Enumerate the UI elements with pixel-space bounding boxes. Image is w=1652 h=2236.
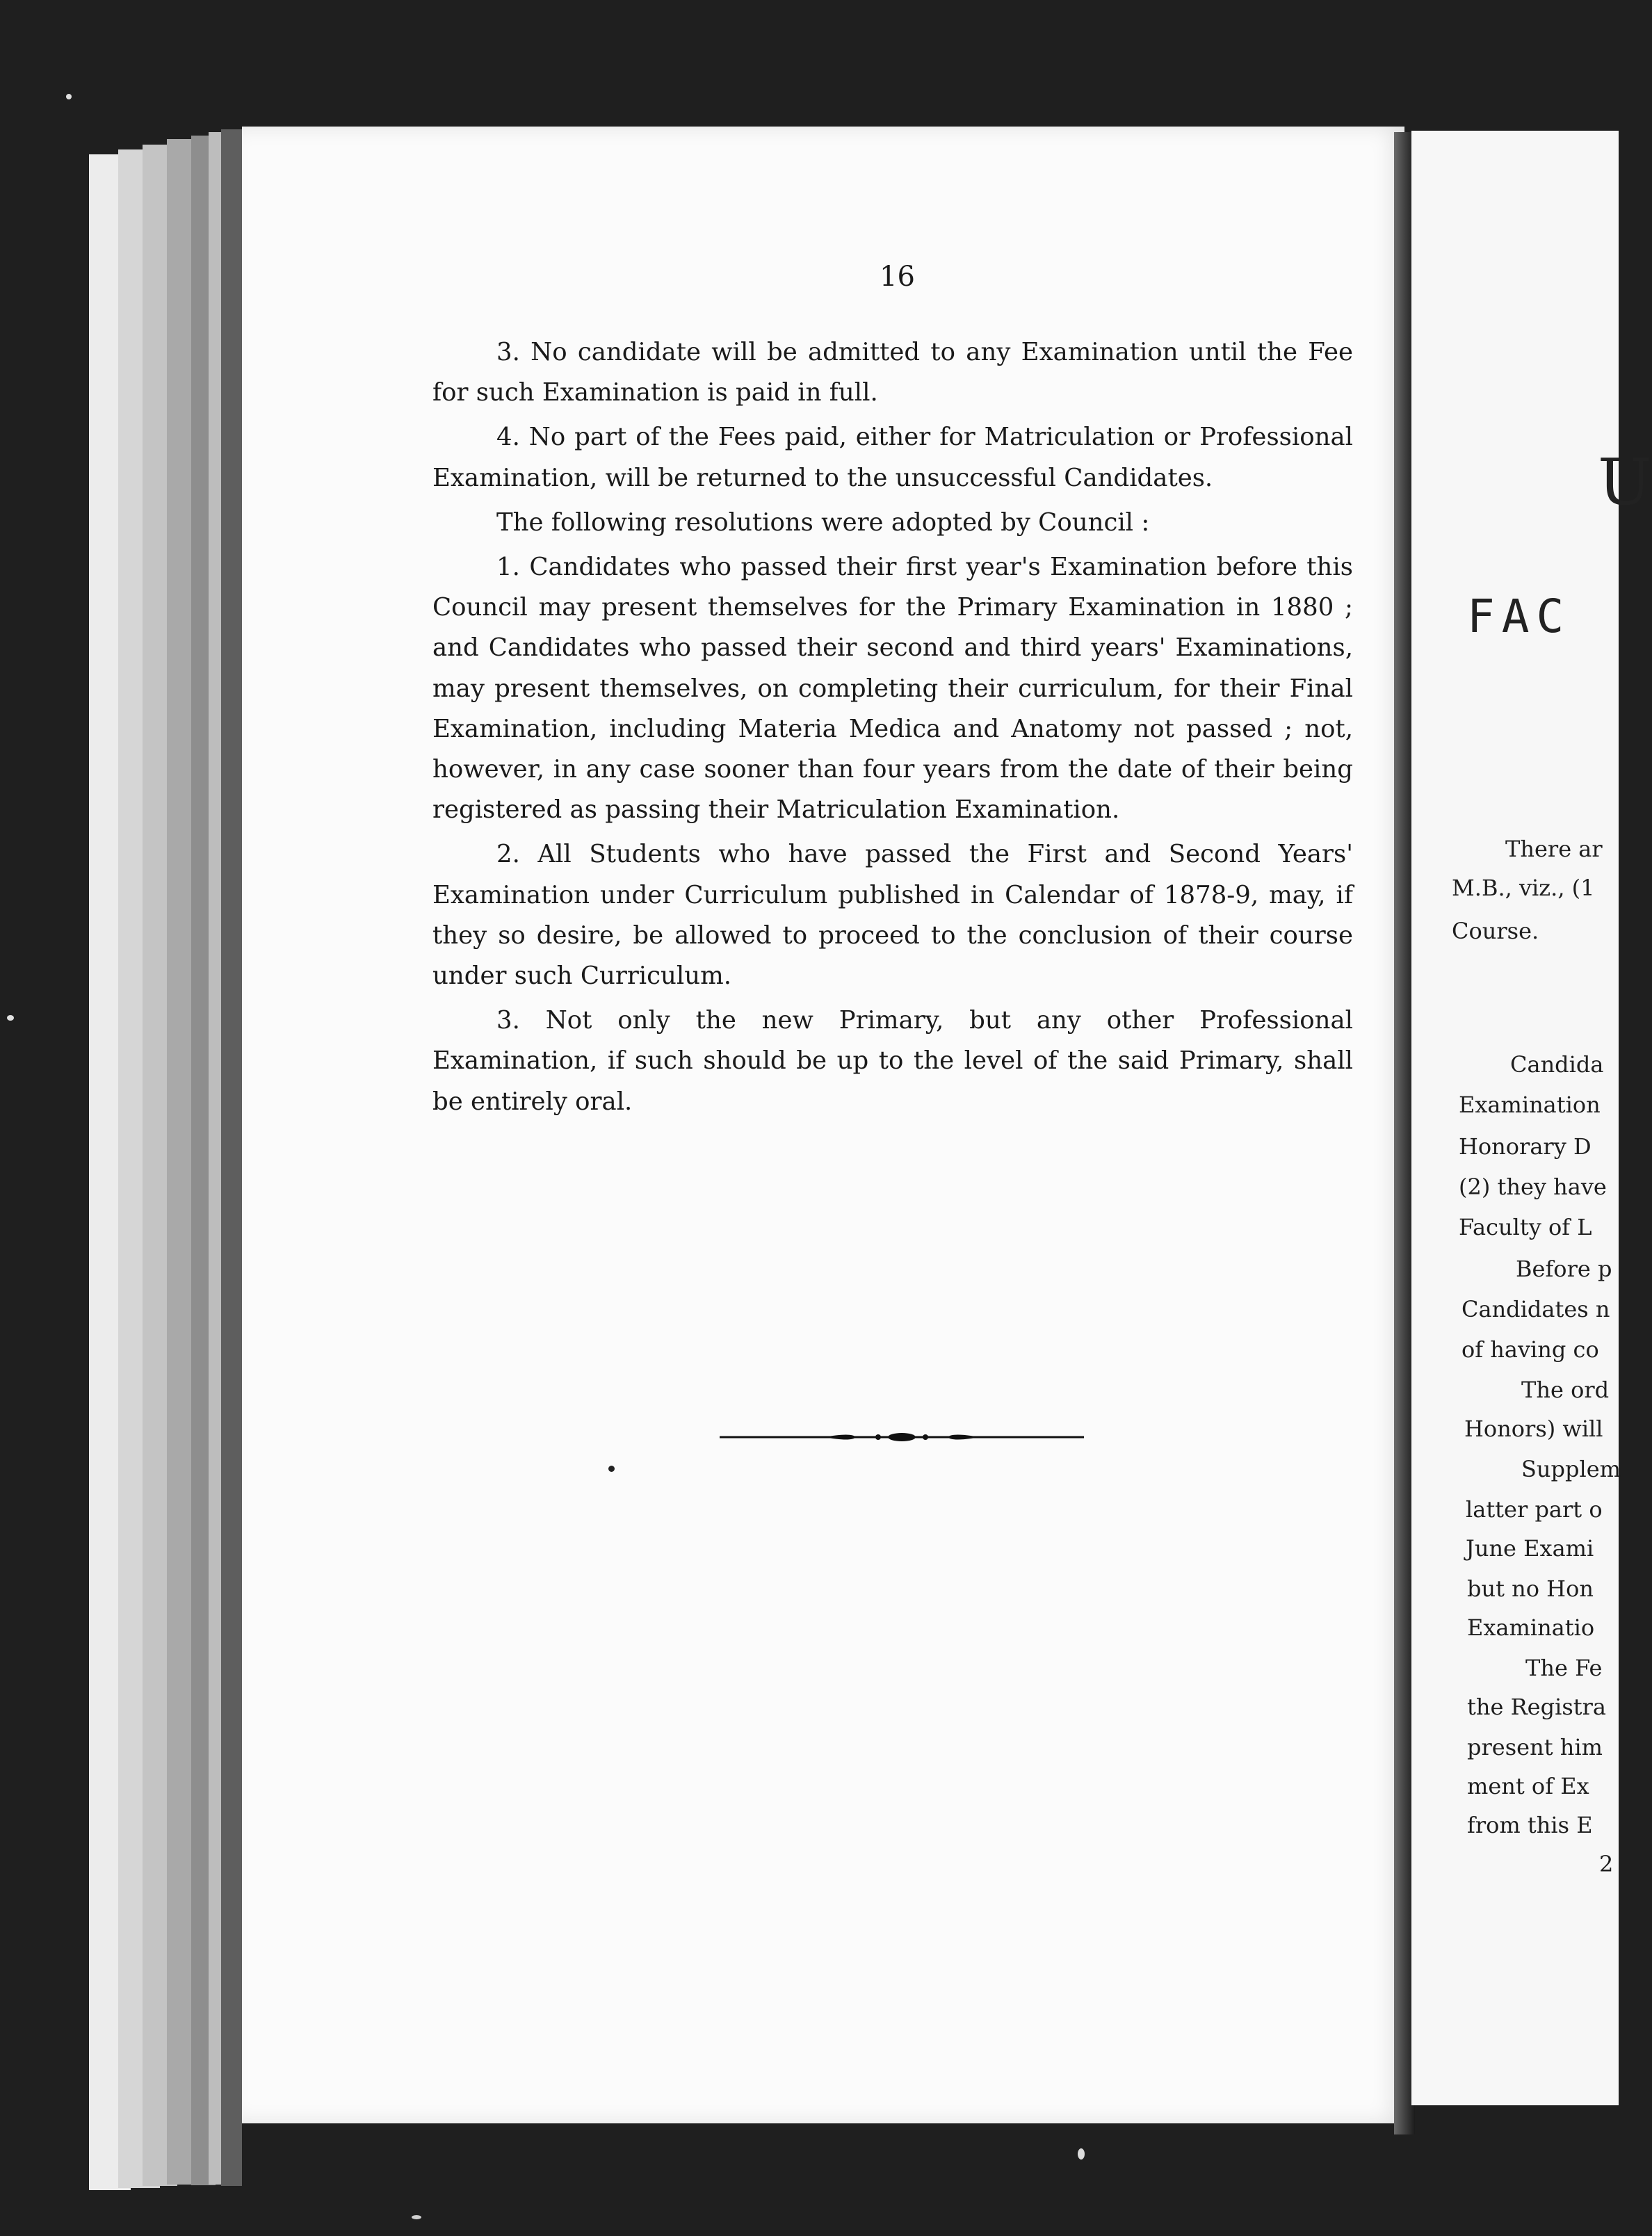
right-page-line: the Registra	[1467, 1694, 1606, 1720]
paragraph-fee-rule: 3. No candidate will be admitted to any Examination until the Fee for such Examination is paid in full.	[432, 338, 1353, 407]
right-page	[1411, 131, 1619, 2105]
right-page-line: Honorary D	[1459, 1133, 1592, 1160]
right-page-line: latter part o	[1466, 1496, 1603, 1523]
paragraph-resolution-2: 2. All Students who have passed the First and Second Years' Examination under Curriculum published in Calendar of 1878-9, may, if they so desire, be allowed to proceed to the conclusion of their course under such Curriculum.	[432, 840, 1353, 991]
ornamental-divider	[720, 1427, 1084, 1448]
right-page-line: Supplem	[1521, 1456, 1621, 1482]
right-page-line: The ord	[1521, 1377, 1610, 1403]
paragraph-resolutions-intro: The following resolutions were adopted by Council :	[496, 508, 1150, 537]
dust-speck	[1078, 2148, 1085, 2160]
right-page-line: Candidates n	[1461, 1296, 1610, 1322]
paragraph-refund-rule: 4. No part of the Fees paid, either for Matriculation or Professional Examination, will be returned to the unsuccessful Candidates.	[432, 423, 1353, 492]
right-page-line: Faculty of L	[1459, 1214, 1592, 1240]
dust-speck	[412, 2215, 421, 2219]
right-page-heading-fragment: FAC	[1467, 590, 1571, 643]
page-number: 16	[880, 261, 915, 293]
right-page-line: June Exami	[1466, 1535, 1594, 1562]
right-page-signature-mark: 2	[1599, 1851, 1614, 1877]
right-page-line: The Fe	[1525, 1655, 1603, 1681]
right-page-line: There ar	[1505, 836, 1603, 862]
page-edge	[221, 129, 242, 2186]
body-text	[432, 332, 1353, 1122]
right-page-line: of having co	[1461, 1336, 1599, 1363]
right-page-line: present him	[1467, 1734, 1603, 1760]
right-page-line: ment of Ex	[1467, 1773, 1589, 1799]
right-page-line: Course.	[1452, 918, 1539, 944]
right-page-line: Examinatio	[1467, 1614, 1595, 1641]
right-page-line: Honors) will	[1464, 1416, 1603, 1442]
page-edge	[209, 132, 222, 2185]
right-page-line: Before p	[1516, 1256, 1612, 1282]
paragraph-resolution-1: 1. Candidates who passed their first year's Examination before this Council may present themselves for the Primary Examination in 1880 ; and Candidates who passed their second and third years' Examinations, may present themselves, on completing their curriculum, for their Final Examination, including Materia Medica and Anatomy not passed ; not, however, in any case sooner than four years from the date of their being registered as passing their Matriculation Examination.	[432, 553, 1353, 825]
dust-speck	[66, 94, 72, 99]
right-page-line: from this E	[1467, 1812, 1593, 1838]
right-page-line: Examination	[1459, 1092, 1601, 1118]
paragraph-resolution-3: 3. Not only the new Primary, but any other Professional Examination, if such should be up to the level of the said Primary, shall be entirely oral.	[432, 1006, 1353, 1116]
ink-speck	[608, 1466, 615, 1472]
dust-speck	[7, 1015, 14, 1021]
right-page-line: Candida	[1510, 1051, 1604, 1078]
right-page-line: M.B., viz., (1	[1452, 875, 1595, 901]
right-page-title-fragment: U	[1598, 445, 1652, 519]
right-page-line: but no Hon	[1467, 1575, 1594, 1602]
right-page-line: (2) they have	[1459, 1174, 1607, 1200]
